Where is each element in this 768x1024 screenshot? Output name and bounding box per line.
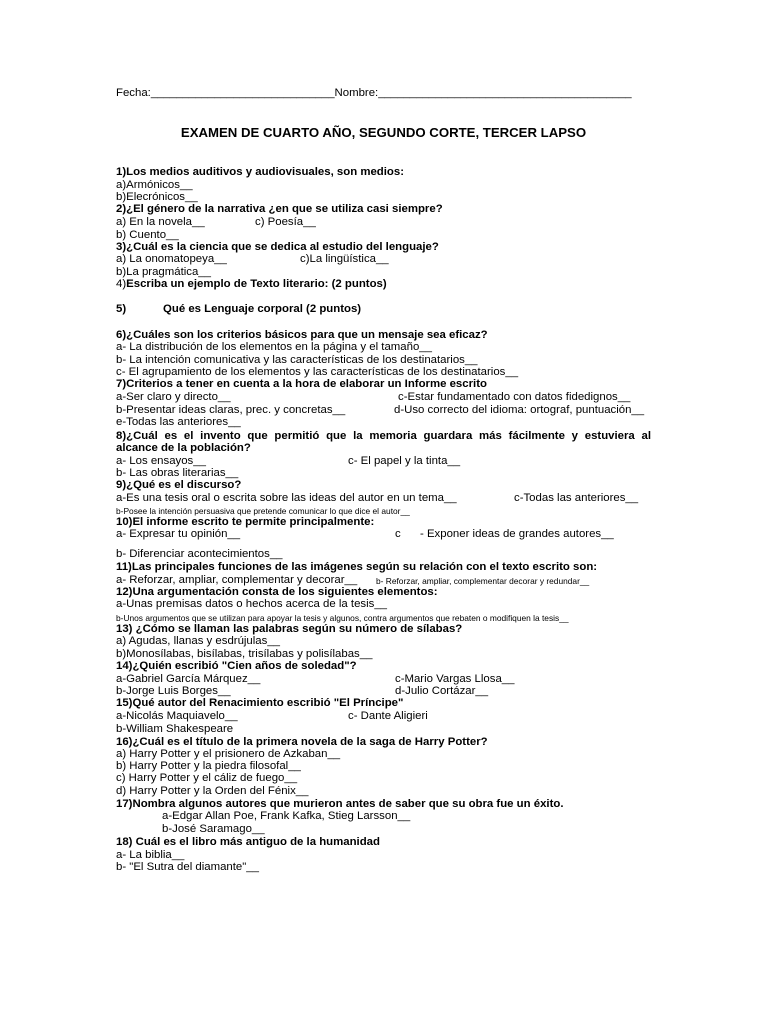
- option-1a: a)Armónicos__: [116, 179, 193, 191]
- option-16d: d) Harry Potter y la Orden del Fénix__: [116, 785, 309, 797]
- date-field-line[interactable]: Fecha:_____________________________Nombre:________________________________________: [116, 87, 632, 99]
- question-6: 6)¿Cuáles son los criterios básicos para que un mensaje sea eficaz?: [116, 329, 488, 341]
- option-18a: a- La biblia__: [116, 849, 185, 861]
- question-12: 12)Una argumentación consta de los siguientes elementos:: [116, 586, 438, 598]
- option-10c-letter: c: [395, 528, 401, 540]
- option-7c: c-Estar fundamentado con datos fidedignos__: [398, 391, 631, 403]
- option-3c: c)La lingüística__: [300, 253, 389, 265]
- question-9: 9)¿Qué es el discurso?: [116, 479, 242, 491]
- option-16c: c) Harry Potter y el cáliz de fuego__: [116, 772, 298, 784]
- question-15: 15)Qué autor del Renacimiento escribió "El Príncipe": [116, 697, 404, 709]
- option-7b: b-Presentar ideas claras, prec. y concretas__: [116, 404, 346, 416]
- question-14: 14)¿Quién escribió "Cien años de soledad"?: [116, 660, 357, 672]
- option-2c: c) Poesía__: [255, 216, 316, 228]
- question-17: 17)Nombra algunos autores que murieron antes de saber que su obra fue un éxito.: [116, 798, 564, 810]
- option-16a: a) Harry Potter y el prisionero de Azkaban__: [116, 748, 341, 760]
- option-13a: a) Agudas, llanas y esdrújulas__: [116, 635, 281, 647]
- option-9c: c-Todas las anteriores__: [514, 492, 639, 504]
- option-7a: a-Ser claro y directo__: [116, 391, 231, 403]
- option-3a: a) La onomatopeya__: [116, 253, 227, 265]
- option-7d: d-Uso correcto del idioma: ortograf, puntuación__: [394, 404, 645, 416]
- question-5: Qué es Lenguaje corporal (2 puntos): [163, 303, 362, 315]
- exam-title: EXAMEN DE CUARTO AÑO, SEGUNDO CORTE, TERCER LAPSO: [180, 125, 587, 140]
- question-5-number: 5): [116, 303, 127, 315]
- option-8b: b- Las obras literarias__: [116, 467, 239, 479]
- question-2: 2)¿El género de la narrativa ¿en que se utiliza casi siempre?: [116, 203, 443, 215]
- option-8a: a- Los ensayos__: [116, 455, 206, 467]
- option-16b: b) Harry Potter y la piedra filosofal__: [116, 760, 301, 772]
- option-14d: d-Julio Cortázar__: [395, 685, 489, 697]
- option-12b: b-Unos argumentos que se utilizan para apoyar la tesis y algunos, contra argumentos que rebaten o modifiquen la tesis__: [116, 613, 569, 623]
- option-7e: e-Todas las anteriores__: [116, 416, 241, 428]
- option-9a: a-Es una tesis oral o escrita sobre las ideas del autor en un tema__: [116, 492, 457, 504]
- option-15c: c- Dante Aligieri: [348, 710, 428, 722]
- question-1: 1)Los medios auditivos y audiovisuales, son medios:: [116, 166, 405, 178]
- question-7: 7)Criterios a tener en cuenta a la hora de elaborar un Informe escrito: [116, 378, 487, 390]
- option-6a: a- La distribución de los elementos en la página y el tamaño__: [116, 341, 432, 353]
- option-11a: a- Reforzar, ampliar, complementar y decorar__: [116, 574, 358, 586]
- question-18: 18) Cuál es el libro más antiguo de la humanidad: [116, 836, 380, 848]
- option-9b: b-Posee la intención persuasiva que pretende comunicar lo que dice el autor__: [116, 506, 410, 516]
- option-2b: b) Cuento__: [116, 229, 179, 241]
- option-10b: b- Diferenciar acontecimientos__: [116, 548, 283, 560]
- option-11b: b- Reforzar, ampliar, complementar decorar y redundar__: [376, 576, 590, 586]
- question-8-cont: alcance de la población?: [116, 442, 251, 454]
- question-11: 11)Las principales funciones de las imágenes según su relación con el texto escrito son:: [116, 561, 598, 573]
- option-17b: b-José Saramago__: [162, 823, 265, 835]
- question-10: 10)El informe escrito te permite principalmente:: [116, 516, 375, 528]
- name-field-line[interactable]: Nombre:________________________________________: [334, 87, 632, 99]
- option-1b: b)Elecrónicos__: [116, 191, 198, 203]
- option-3b: b)La pragmática__: [116, 266, 211, 278]
- question-3: 3)¿Cuál es la ciencia que se dedica al estudio del lenguaje?: [116, 241, 439, 253]
- question-13: 13) ¿Cómo se llaman las palabras según su número de sílabas?: [116, 623, 463, 635]
- option-10a: a- Expresar tu opinión__: [116, 528, 241, 540]
- question-4: 4)Escriba un ejemplo de Texto literario: (2 puntos): [116, 278, 387, 290]
- option-17a: a-Edgar Allan Poe, Frank Kafka, Stieg Larsson__: [162, 810, 411, 822]
- option-13b: b)Monosílabas, bisílabas, trisílabas y polisílabas__: [116, 648, 373, 660]
- option-14c: c-Mario Vargas Llosa__: [395, 673, 515, 685]
- option-18b: b- "El Sutra del diamante"__: [116, 861, 259, 873]
- option-8c: c- El papel y la tinta__: [348, 455, 461, 467]
- option-14b: b-Jorge Luis Borges__: [116, 685, 231, 697]
- option-6b: b- La intención comunicativa y las características de los destinatarios__: [116, 354, 478, 366]
- option-6c: c- El agrupamiento de los elementos y las características de los destinatarios__: [116, 366, 519, 378]
- option-12a: a-Unas premisas datos o hechos acerca de la tesis__: [116, 598, 387, 610]
- question-8: 8)¿Cuál es el invento que permitió que la memoria guardara más fácilmente y estuviera al: [116, 430, 651, 442]
- option-15b: b-William Shakespeare: [116, 723, 234, 735]
- option-14a: a-Gabriel García Márquez__: [116, 673, 261, 685]
- option-2a: a) En la novela__: [116, 216, 205, 228]
- question-16: 16)¿Cuál es el título de la primera novela de la saga de Harry Potter?: [116, 736, 488, 748]
- option-15a: a-Nicolás Maquiavelo__: [116, 710, 238, 722]
- option-10c: - Exponer ideas de grandes autores__: [420, 528, 614, 540]
